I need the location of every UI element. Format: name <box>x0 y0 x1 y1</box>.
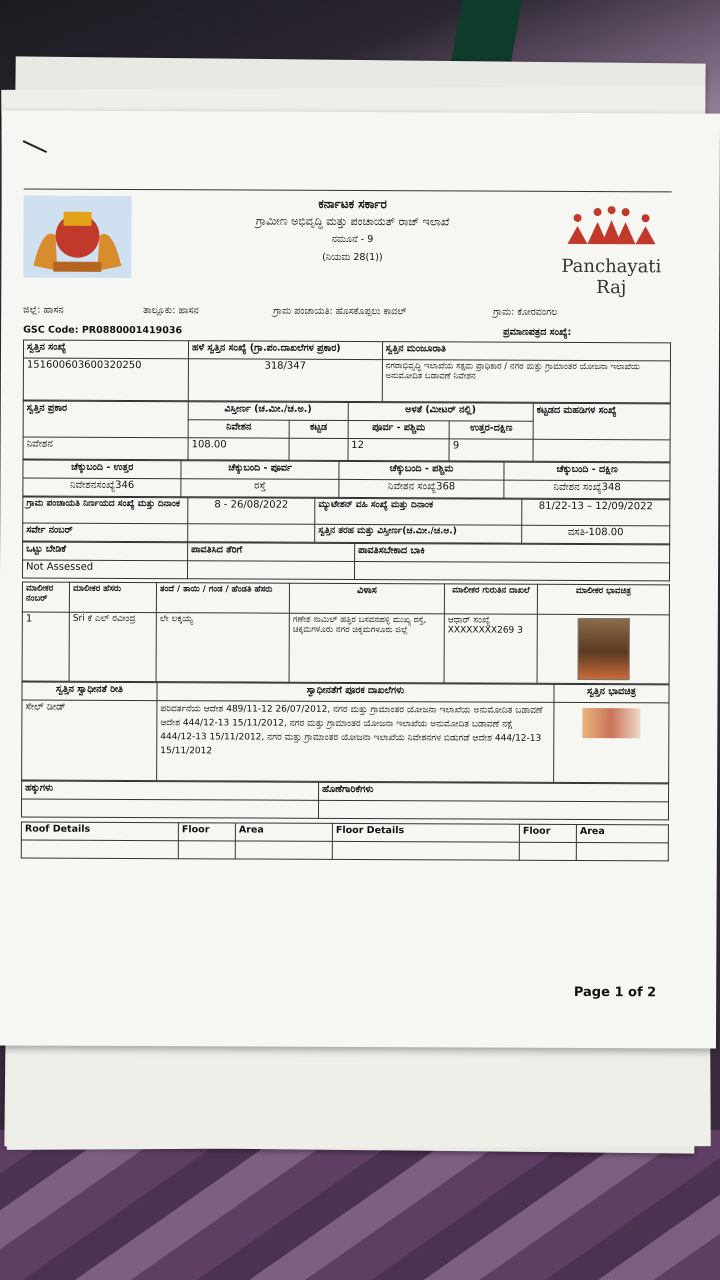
certificate-number: ಪ್ರಮಾಣಪತ್ರದ ಸಂಖ್ಯೆ: <box>503 326 572 338</box>
roof-area-header: Area <box>235 823 332 841</box>
property-photo-header: ಸ್ವತ್ತಿನ ಭಾವಚಿತ್ರ <box>554 684 669 703</box>
floor-header: Floor <box>519 824 576 842</box>
gp-resolution: 8 - 26/08/2022 <box>188 498 315 525</box>
mutation: 81/22-13 – 12/09/2022 <box>522 499 670 526</box>
tax-paid <box>188 561 355 580</box>
location-row <box>23 300 671 323</box>
tax-status: Not Assessed <box>23 560 188 579</box>
rights <box>21 799 318 818</box>
govt-title: ಕರ್ನಾಟಕ ಸರ್ಕಾರ <box>318 196 387 212</box>
page-number: Page 1 of 2 <box>573 984 657 1001</box>
owner-name: Sri ಕೆ ಎಲ್ ರವೀಂದ್ರ <box>69 612 156 681</box>
owner-relation: ಲೇ ಲಕ್ಕಯ್ಯ <box>156 613 289 683</box>
floor-details-header: Floor Details <box>332 823 519 842</box>
owner-no-header: ಮಾಲೀಕರ ನಂಬರ್ <box>22 582 69 612</box>
owner-table <box>22 582 670 685</box>
site-header: ನಿವೇಶನ <box>188 420 289 438</box>
property-no-header: ಸ್ವತ್ತಿನ ಸಂಖ್ಯೆ <box>23 340 188 359</box>
property-no: 151600603600320250 <box>23 358 188 401</box>
owner-address: ಗಣೇಶ ನಾಮಿಲ್ ಹತ್ತಿರ ಬಸವನಹಳ್ಳಿ ಮುಖ್ಯ ರಸ್ತೆ, ಚಿಕ್ಕಮಗಳೂರು ನಗರ ಚಿಕ್ಕಮಗಳೂರು ಜಿಲ್ಲೆ <box>289 613 444 683</box>
acquisition-docs-header: ಸ್ವಾಧೀನತೆಗೆ ಪೂರಕ ದಾಖಲೆಗಳು <box>157 683 554 703</box>
east-west-header: ಪೂರ್ವ - ಪಶ್ಚಿಮ <box>348 420 450 438</box>
approval: ನಗರಾಭಿವೃದ್ಧಿ ಇಲಾಖೆಯ ಸಕ್ಷಮ ಪ್ರಾಧಿಕಾರ / ನಗರ ಮತ್ತು ಗ್ರಾಮಾಂತರ ಯೋಜನಾ ಇಲಾಖೆಯ ಅನುಮೋದಿತ ಬಡಾವಣೆ ನಿವೇಶನ <box>382 360 671 403</box>
rights-header: ಹಕ್ಕುಗಳು <box>22 781 319 800</box>
dimension-header: ಅಳತೆ (ಮೀಟರ್ ನಲ್ಲಿ) <box>348 402 533 421</box>
acquisition-mode-header: ಸ್ವತ್ತಿನ ಸ್ವಾಧೀನತೆ ರೀತಿ <box>22 682 157 701</box>
acquisition-table <box>21 682 669 784</box>
building-area <box>289 438 347 460</box>
tax-paid-header: ಪಾವತಿಸಿದ ತೆರಿಗೆ <box>188 543 355 562</box>
taluk: ತಾಲ್ಲೂಕು: ಹಾಸನ <box>143 304 199 316</box>
floors-header: ಕಟ್ಟಡದ ಮಹಡಿಗಳ ಸಂಖ್ಯೆ <box>533 403 670 440</box>
id-type: ಆಧಾರ್ ಸಂಖ್ಯೆ <box>447 615 491 626</box>
roof-floor <box>178 841 235 859</box>
south-header: ಚೆಕ್ಕುಬಂದಿ - ದಕ್ಷಿಣ <box>504 462 670 481</box>
village: ಗ್ರಾಮ: ಕೋರವಂಗಲ <box>493 306 558 318</box>
gram-panchayat: ಗ್ರಾಮ ಪಂಚಾಯತಿ: ಹೊಸಕೊಪ್ಪಲು ಕಾವಲ್ <box>273 305 407 317</box>
floor-area <box>576 842 668 860</box>
property-detail-header: ಸ್ವತ್ತಿನ ತರಹ ಮತ್ತು ವಿಸ್ತೀರ್ಣ(ಚ.ಮೀ./ಚ.ಅ.) <box>315 524 522 543</box>
property-type: ನಿವೇಶನ <box>23 437 188 460</box>
owner-photo <box>577 618 629 680</box>
survey-header: ಸರ್ವೇ ನಂಬರ್ <box>23 523 188 542</box>
logo-text: Panchayati Raj <box>561 255 662 299</box>
header-titles <box>163 194 541 268</box>
approval-header: ಸ್ವತ್ತಿನ ಮಂಜೂರಾತಿ <box>382 342 670 361</box>
east-boundary: ರಸ್ತೆ <box>181 479 338 498</box>
gsc-code: GSC Code: PR0880001419036 <box>23 324 183 336</box>
dimension-table <box>23 401 671 463</box>
form-9-document <box>21 189 672 862</box>
old-property-no: 318/347 <box>188 359 382 402</box>
survey-number <box>188 524 315 543</box>
building-header: ಕಟ್ಟಡ <box>289 420 347 438</box>
floor-details <box>332 841 519 860</box>
rights-table <box>21 781 669 821</box>
west-header: ಚೆಕ್ಕುಬಂದಿ - ಪಶ್ಚಿಮ <box>339 461 505 480</box>
west-boundary: ನಿವೇಶನ ಸಂಖ್ಯೆ368 <box>339 479 505 498</box>
dept-title: ಗ್ರಾಮೀಣ ಅಭಿವೃದ್ಧಿ ಮತ್ತು ಪಂಚಾಯತ್ ರಾಜ್ ಇಲಾಖೆ <box>255 214 450 229</box>
district: ಜಿಲ್ಲೆ: ಹಾಸನ <box>23 304 64 316</box>
property-detail: ವಸತಿ-108.00 <box>522 525 670 544</box>
panchayati-raj-icon <box>561 206 661 248</box>
pen-mark <box>23 140 47 153</box>
floor <box>519 842 576 860</box>
roof-floor-header: Floor <box>178 823 235 841</box>
resolution-table <box>22 497 670 545</box>
east-west: 12 <box>348 438 450 460</box>
owner-id-header: ಮಾಲೀಕರ ಗುರುತಿನ ದಾಖಲೆ <box>444 584 537 614</box>
total-demand-header: ಒಟ್ಟು ಬೇಡಿಕೆ <box>23 542 188 561</box>
id-number: XXXXXXXX269 3 <box>447 625 523 636</box>
gp-resolution-header: ಗ್ರಾಮ ಪಂಚಾಯತಿ ನಿರ್ಣಯದ ಸಂಖ್ಯೆ ಮತ್ತು ದಿನಾಂಕ <box>23 497 188 524</box>
gsc-row <box>23 320 671 343</box>
south-boundary: ನಿವೇಶನ ಸಂಖ್ಯೆ348 <box>504 480 670 499</box>
old-property-no-header: ಹಳೆ ಸ್ವತ್ತಿನ ಸಂಖ್ಯೆ (ಗ್ರಾ.ಪಂ.ದಾಖಲೆಗಳ ಪ್ರಕಾರ) <box>188 341 382 360</box>
acquisition-mode: ಸೇಲ್ ಡೀಡ್ <box>22 700 157 781</box>
address-header: ವಿಳಾಸ <box>289 583 444 614</box>
floors <box>533 439 670 462</box>
rule-number: (ನಿಯಮ 28(1)) <box>322 251 383 264</box>
site-area: 108.00 <box>188 438 289 460</box>
property-table <box>23 340 671 404</box>
form-number: ನಮೂನೆ - 9 <box>331 233 374 246</box>
owner-photo-cell <box>537 614 669 684</box>
document-header <box>23 189 671 303</box>
document-page <box>0 110 720 1048</box>
acquisition-docs: ಪರಿವರ್ತನೆಯ ಆದೇಶ 489/11-12 26/07/2012, ನಗರ ಮತ್ತು ಗ್ರಾಮಾಂತರ ಯೋಜನಾ ಇಲಾಖೆಯ ಅನುಮೋದಿತ ಬಡಾವಣೆ ಆದೇಶ 444/12-13 15/11/2012, ನಗರ ಮತ್ತು ಗ್ರಾಮಾಂತರ ಯೋಜನಾ ಇಲಾಖೆಯ ಅನುಮೋದಿತ ಬಡಾವಣೆ ನಕ್ಷೆ 444/12-13 15/11/2012, ನಗರ ಮತ್ತು ಗ್ರಾಮಾಂತರ ಯೋಜನಾ ಇಲಾಖೆಯ ನಿವೇಶನಗಳ ಬಿಡುಗಡೆ ಆದೇಶ 444/12-13 15/11/2012 <box>157 701 554 783</box>
roof-floor-table <box>21 822 669 862</box>
due-header: ಪಾವತಿಸಬೇಕಾದ ಬಾಕಿ <box>355 543 670 562</box>
property-photo-cell <box>554 702 669 783</box>
tax-due <box>355 561 670 580</box>
relation-header: ತಂದೆ / ತಾಯಿ / ಗಂಡ / ಹೆಂಡತಿ ಹೆಸರು <box>156 583 289 614</box>
property-type-header: ಸ್ವತ್ತಿನ ಪ್ರಕಾರ <box>23 401 188 438</box>
owner-photo-header: ಮಾಲೀಕರ ಭಾವಚಿತ್ರ <box>537 584 669 615</box>
north-boundary: ನಿವೇಶನಸಂಖ್ಯೆ346 <box>23 478 182 497</box>
floor-area-header: Area <box>576 824 668 842</box>
east-header: ಚೆಕ್ಕುಬಂದಿ - ಪೂರ್ವ <box>181 461 338 480</box>
karnataka-emblem-icon <box>23 196 131 278</box>
boundary-table <box>22 460 670 500</box>
roof-area <box>235 841 332 859</box>
roof-details-header: Roof Details <box>21 822 178 841</box>
mutation-header: ಮ್ಯುಟೇಶನ್ ವಹಿ ಸಂಖ್ಯೆ ಮತ್ತು ದಿನಾಂಕ <box>315 498 522 525</box>
owner-id-cell <box>444 614 537 683</box>
liabilities-header: ಹೊಣೆಗಾರಿಕೆಗಳು <box>319 782 669 802</box>
north-header: ಚೆಕ್ಕುಬಂದಿ - ಉತ್ತರ <box>23 460 182 479</box>
north-south-header: ಉತ್ತರ-ದಕ್ಷಿಣ <box>449 421 533 439</box>
panchayati-raj-logo <box>551 206 671 299</box>
liabilities <box>318 800 668 820</box>
owner-name-header: ಮಾಲೀಕರ ಹೆಸರು <box>69 582 156 612</box>
roof-details <box>21 840 178 859</box>
north-south: 9 <box>449 439 533 461</box>
owner-no: 1 <box>22 612 69 681</box>
tax-table <box>22 542 670 582</box>
property-photo <box>582 708 640 738</box>
area-header: ವಿಸ್ತೀರ್ಣ (ಚ.ಮೀ./ಚ.ಅ.) <box>188 402 348 421</box>
